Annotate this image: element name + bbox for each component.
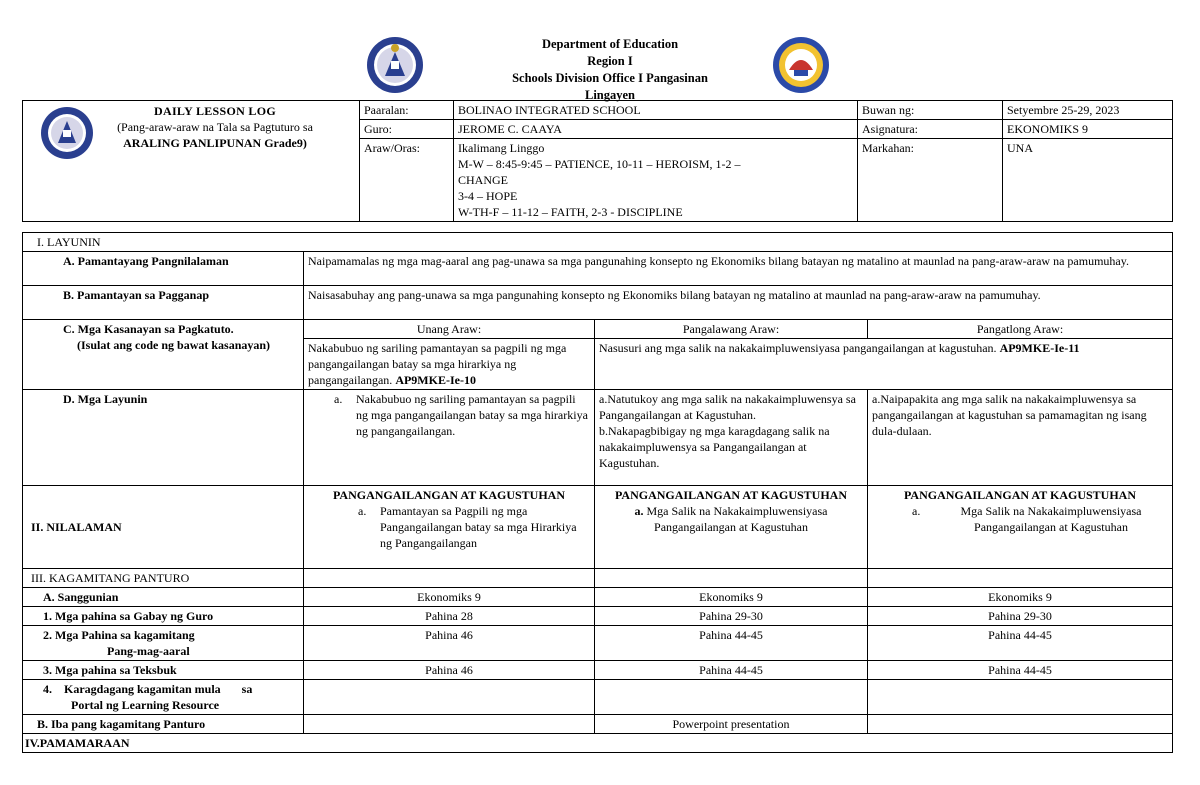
araw-label: Araw/Oras: xyxy=(360,139,454,222)
gabay-day3: Pahina 29-30 xyxy=(868,607,1173,626)
layunin-day2-a: a.Natutukoy ang mga salik na nakakaimpluwensya sa Pangangailangan at Kagustuhan. xyxy=(599,392,856,422)
asignatura-label: Asignatura: xyxy=(858,120,1003,139)
mga-layunin-label: D. Mga Layunin xyxy=(23,390,304,486)
iba-pang-label: B. Iba pang kagamitang Panturo xyxy=(23,715,304,734)
karagdagang-label-cell xyxy=(23,680,304,715)
buwan-label: Buwan ng: xyxy=(858,101,1003,120)
day2-heading: Pangalawang Araw: xyxy=(595,320,868,339)
header-division: Schools Division Office I Pangasinan xyxy=(512,71,708,85)
araw-line: CHANGE xyxy=(458,173,508,187)
pamantayang-pangnilalaman-text: Naipamamalas ng mga mag-aaral ang pag-unawa sa mga pangunahing konsepto ng Ekonomiks bilang batayan ng matalino at maunlad na pang-araw-araw na pamumuhay. xyxy=(304,252,1173,286)
layunin-day2 xyxy=(595,390,868,486)
kasanayan-day23 xyxy=(595,339,1173,390)
sanggunian-label: A. Sanggunian xyxy=(23,588,304,607)
kagamitang-label2: Pang-mag-aaral xyxy=(107,644,190,658)
guro-label: Guro: xyxy=(360,120,454,139)
layunin-heading: I. LAYUNIN xyxy=(23,233,1173,252)
layunin-day1-marker: a. xyxy=(334,392,343,406)
sanggunian-day3: Ekonomiks 9 xyxy=(868,588,1173,607)
karagdagang-label: 4. Karagdagang kagamitan mula sa xyxy=(43,682,253,696)
nilalaman-day3-title: PANGANGAILANGAN AT KAGUSTUHAN xyxy=(903,488,1137,502)
araw-value xyxy=(454,139,858,222)
nilalaman-day2 xyxy=(595,486,868,569)
kasanayan-label-cell xyxy=(23,320,304,390)
dll-info-table xyxy=(22,100,1173,222)
header-city: Lingayen xyxy=(584,88,635,102)
kagamitang-day2: Pahina 44-45 xyxy=(595,626,868,661)
layunin-day1 xyxy=(304,390,595,486)
buwan-value: Setyembre 25-29, 2023 xyxy=(1003,101,1173,120)
gabay-day1: Pahina 28 xyxy=(304,607,595,626)
asignatura-value: EKONOMIKS 9 xyxy=(1003,120,1173,139)
teksbuk-day2: Pahina 44-45 xyxy=(595,661,868,680)
araw-line: Ikalimang Linggo xyxy=(458,141,545,155)
pamantayan-pagganap-text: Naisasabuhay ang pang-unawa sa mga pangunahing konsepto ng Ekonomiks bilang batayan ng matalino at maunlad na pang-araw-araw na pamumuhay. xyxy=(304,286,1173,320)
markahan-label: Markahan: xyxy=(858,139,1003,222)
nilalaman-day3-text: Mga Salik na Nakakaimpluwensiyasa Pangangailangan at Kagustuhan xyxy=(960,504,1142,534)
gabay-label: 1. Mga pahina sa Gabay ng Guro xyxy=(23,607,304,626)
paaralan-value: BOLINAO INTEGRATED SCHOOL xyxy=(454,101,858,120)
markahan-value: UNA xyxy=(1003,139,1173,222)
karagdagang-label2: Portal ng Learning Resource xyxy=(71,698,220,712)
pamantayang-pangnilalaman-label: A. Pamantayang Pangnilalaman xyxy=(23,252,304,286)
nilalaman-day2-marker: a. xyxy=(634,504,644,518)
nilalaman-day1-text: Pamantayan sa Pagpili ng mga Pangangailangan batay sa mga Hirarkiya ng Pangangailangan xyxy=(380,504,577,550)
header-region: Region I xyxy=(587,54,633,68)
iba-pang-value: Powerpoint presentation xyxy=(595,715,868,734)
pamamaraan-heading: IV.PAMAMARAAN xyxy=(23,734,1173,753)
kasanayan-label: C. Mga Kasanayan sa Pagkatuto. xyxy=(63,322,234,336)
sanggunian-day2: Ekonomiks 9 xyxy=(595,588,868,607)
kasanayan-sub: (Isulat ang code ng bawat kasanayan) xyxy=(77,338,271,352)
araw-line: 3-4 – HOPE xyxy=(458,189,518,203)
nilalaman-day1-title: PANGANGAILANGAN AT KAGUSTUHAN xyxy=(332,488,566,502)
dll-subtitle: (Pang-araw-araw na Tala sa Pagtuturo sa xyxy=(117,120,313,134)
nilalaman-day1-marker: a. xyxy=(358,504,367,518)
kasanayan-day23-code: AP9MKE-Ie-11 xyxy=(999,341,1080,355)
dll-title: DAILY LESSON LOG xyxy=(154,104,276,118)
kasanayan-day1 xyxy=(304,339,595,390)
nilalaman-day2-text: Mga Salik na Nakakaimpluwensiyasa Pangangailangan at Kagustuhan xyxy=(646,504,828,534)
sanggunian-day1: Ekonomiks 9 xyxy=(304,588,595,607)
guro-value: JEROME C. CAAYA xyxy=(454,120,858,139)
office-header xyxy=(440,36,780,104)
teksbuk-day1: Pahina 46 xyxy=(304,661,595,680)
kagamitang-label: 2. Mga Pahina sa kagamitang xyxy=(43,628,195,642)
day1-heading: Unang Araw: xyxy=(304,320,595,339)
layunin-day3: a.Naipapakita ang mga salik na nakakaimpluwensya sa pangangailangan at kagustuhan sa pamamagitan ng isang dula-dulaan. xyxy=(868,390,1173,486)
teksbuk-day3: Pahina 44-45 xyxy=(868,661,1173,680)
sdo-pangasinan-seal xyxy=(772,36,830,94)
kagamitang-day1: Pahina 46 xyxy=(304,626,595,661)
araw-line: M-W – 8:45-9:45 – PATIENCE, 10-11 – HEROISM, 1-2 – xyxy=(458,157,741,171)
nilalaman-day3 xyxy=(868,486,1173,569)
kasanayan-day1-text: Nakabubuo ng sariling pamantayan sa pagpili ng mga pangangailangan batay sa mga hirarkiya ng pangangailangan. xyxy=(308,341,567,387)
dll-title-cell xyxy=(23,101,360,222)
pamantayan-pagganap-label: B. Pamantayan sa Pagganap xyxy=(23,286,304,320)
nilalaman-day2-title: PANGANGAILANGAN AT KAGUSTUHAN xyxy=(614,488,848,502)
gabay-day2: Pahina 29-30 xyxy=(595,607,868,626)
kagamitang-label-cell xyxy=(23,626,304,661)
araw-line: W-TH-F – 11-12 – FAITH, 2-3 - DISCIPLINE xyxy=(458,205,683,219)
layunin-day1-text: Nakabubuo ng sariling pamantayan sa pagpili ng mga pangangailangan batay sa mga hirarkiya ng pangangailangan. xyxy=(356,392,588,438)
teksbuk-label: 3. Mga pahina sa Teksbuk xyxy=(23,661,304,680)
paaralan-label: Paaralan: xyxy=(360,101,454,120)
kagamitang-day3: Pahina 44-45 xyxy=(868,626,1173,661)
nilalaman-day1 xyxy=(304,486,595,569)
kasanayan-day1-code: AP9MKE-Ie-10 xyxy=(395,373,476,387)
day3-heading: Pangatlong Araw: xyxy=(868,320,1173,339)
kasanayan-day23-text: Nasusuri ang mga salik na nakakaimpluwensiyasa pangangailangan at kagustuhan. xyxy=(599,341,997,355)
header-department: Department of Education xyxy=(541,37,679,51)
layunin-day2-b: b.Nakapagbibigay ng mga karagdagang salik na nakakaimpluwensya sa Pangangailangan at Kagustuhan. xyxy=(599,424,830,470)
kagamitan-heading: III. KAGAMITANG PANTURO xyxy=(23,569,304,588)
lesson-plan-table xyxy=(22,232,1173,753)
dll-subject: ARALING PANLIPUNAN Grade9) xyxy=(123,136,307,150)
deped-seal-top xyxy=(366,36,424,94)
nilalaman-day3-marker: a. xyxy=(912,504,921,518)
nilalaman-heading: II. NILALAMAN xyxy=(23,486,304,569)
